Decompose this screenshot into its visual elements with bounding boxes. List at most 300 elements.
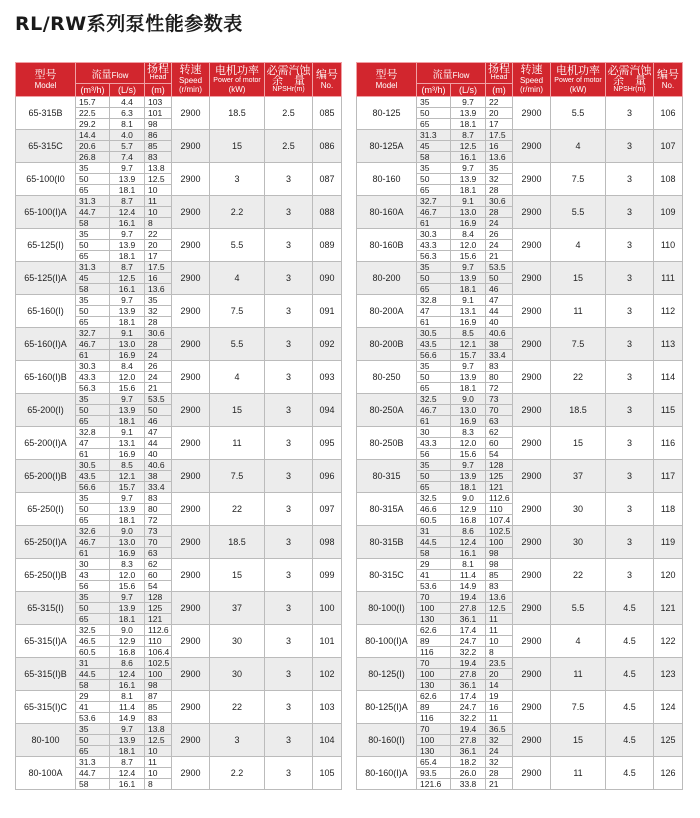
flow-m3h-cell: 46.7 — [417, 207, 451, 218]
flow-ls-cell: 12.0 — [110, 570, 145, 581]
power-cell: 7.5 — [210, 295, 265, 328]
flow-m3h-cell: 29 — [76, 691, 110, 702]
head-cell: 50 — [145, 405, 172, 416]
number-cell: 085 — [313, 97, 342, 130]
flow-ls-cell: 18.1 — [110, 746, 145, 757]
head-cell: 47 — [145, 427, 172, 438]
flow-ls-cell: 8.1 — [110, 119, 145, 130]
flow-m3h-cell: 45 — [417, 141, 451, 152]
flow-m3h-cell: 30 — [76, 559, 110, 570]
model-cell: 65-315(I)B — [16, 658, 76, 691]
speed-cell: 2900 — [172, 295, 210, 328]
flow-m3h-cell: 56.3 — [417, 251, 451, 262]
head-cell: 8 — [145, 779, 172, 790]
head-cell: 11 — [486, 614, 513, 625]
npsh-cell: 3 — [265, 460, 313, 493]
power-cell: 2.2 — [210, 757, 265, 790]
flow-ls-cell: 32.2 — [451, 713, 486, 724]
flow-m3h-cell: 65 — [417, 383, 451, 394]
flow-ls-cell: 24.7 — [451, 702, 486, 713]
flow-m3h-cell: 100 — [417, 669, 451, 680]
flow-ls-cell: 6.3 — [110, 108, 145, 119]
head-cell: 83 — [145, 152, 172, 163]
head-cell: 26 — [145, 361, 172, 372]
flow-m3h-cell: 130 — [417, 614, 451, 625]
speed-cell: 2900 — [172, 757, 210, 790]
flow-ls-cell: 16.9 — [451, 416, 486, 427]
head-cell: 40.6 — [145, 460, 172, 471]
flow-m3h-cell: 46.5 — [76, 636, 110, 647]
flow-m3h-cell: 43.5 — [76, 471, 110, 482]
npsh-cell: 3 — [606, 163, 654, 196]
head-cell: 11 — [145, 757, 172, 768]
flow-ls-cell: 8.3 — [451, 427, 486, 438]
number-cell: 088 — [313, 196, 342, 229]
table-row — [16, 262, 342, 273]
table-row — [16, 493, 342, 504]
flow-m3h-cell: 50 — [76, 405, 110, 416]
npsh-cell: 3 — [606, 493, 654, 526]
model-cell: 65-315(I) — [16, 592, 76, 625]
number-cell: 107 — [654, 130, 683, 163]
table-row — [357, 295, 683, 306]
flow-ls-cell: 9.7 — [451, 460, 486, 471]
flow-ls-cell: 8.4 — [110, 361, 145, 372]
speed-cell: 2900 — [172, 460, 210, 493]
head-cell: 16 — [486, 141, 513, 152]
npsh-cell: 4.5 — [606, 691, 654, 724]
flow-unit-ls: (L/s) — [110, 84, 145, 97]
npsh-cell: 3 — [606, 526, 654, 559]
head-cell: 10 — [145, 768, 172, 779]
table-row — [16, 130, 342, 141]
flow-ls-cell: 36.1 — [451, 680, 486, 691]
npsh-cell: 3 — [606, 97, 654, 130]
table-row — [16, 625, 342, 636]
flow-ls-cell: 11.4 — [451, 570, 486, 581]
speed-cell: 2900 — [513, 724, 551, 757]
head-cell: 85 — [145, 141, 172, 152]
head-cell: 60 — [145, 570, 172, 581]
flow-m3h-cell: 35 — [76, 493, 110, 504]
head-cell: 24 — [145, 350, 172, 361]
head-cell: 30.6 — [486, 196, 513, 207]
power-cell: 5.5 — [551, 196, 606, 229]
flow-ls-cell: 5.7 — [110, 141, 145, 152]
npsh-cell: 4.5 — [606, 625, 654, 658]
model-cell: 80-125A — [357, 130, 417, 163]
flow-ls-cell: 16.9 — [451, 218, 486, 229]
table-row — [16, 526, 342, 537]
model-cell: 65-200(I)B — [16, 460, 76, 493]
flow-ls-cell: 4.4 — [110, 97, 145, 108]
power-cell: 15 — [551, 724, 606, 757]
number-cell: 095 — [313, 427, 342, 460]
power-cell: 3 — [210, 163, 265, 196]
head-cell: 44 — [145, 438, 172, 449]
head-cell: 14 — [486, 680, 513, 691]
number-cell: 087 — [313, 163, 342, 196]
head-cell: 26 — [486, 229, 513, 240]
flow-ls-cell: 9.7 — [451, 361, 486, 372]
head-cell: 46 — [145, 416, 172, 427]
model-cell: 80-160B — [357, 229, 417, 262]
table-row — [16, 460, 342, 471]
power-cell: 22 — [551, 559, 606, 592]
flow-m3h-cell: 56.6 — [417, 350, 451, 361]
table-row — [16, 658, 342, 669]
flow-ls-cell: 8.3 — [110, 559, 145, 570]
speed-cell: 2900 — [172, 130, 210, 163]
model-cell: 65-250(I)A — [16, 526, 76, 559]
head-cell: 54 — [486, 449, 513, 460]
head-cell: 11 — [486, 625, 513, 636]
head-unit: (m) — [486, 84, 513, 97]
table-row — [357, 262, 683, 273]
head-cell: 38 — [145, 471, 172, 482]
model-cell: 65-315C — [16, 130, 76, 163]
table-row — [357, 394, 683, 405]
flow-ls-cell: 8.7 — [110, 757, 145, 768]
head-cell: 32 — [486, 757, 513, 768]
head-cell: 98 — [486, 559, 513, 570]
npsh-cell: 2.5 — [265, 97, 313, 130]
number-cell: 111 — [654, 262, 683, 295]
model-cell: 65-100(I0 — [16, 163, 76, 196]
model-cell: 80-100A — [16, 757, 76, 790]
speed-cell: 2900 — [172, 658, 210, 691]
number-cell: 112 — [654, 295, 683, 328]
npsh-cell: 3 — [265, 625, 313, 658]
flow-ls-cell: 9.7 — [110, 724, 145, 735]
power-cell: 2.2 — [210, 196, 265, 229]
speed-cell: 2900 — [172, 691, 210, 724]
head-cell: 46 — [486, 284, 513, 295]
flow-ls-cell: 12.5 — [451, 141, 486, 152]
number-cell: 090 — [313, 262, 342, 295]
speed-cell: 2900 — [172, 97, 210, 130]
flow-m3h-cell: 65 — [76, 515, 110, 526]
head-cell: 106.4 — [145, 647, 172, 658]
power-cell: 3 — [210, 724, 265, 757]
speed-cell: 2900 — [513, 196, 551, 229]
flow-header: 流量Flow — [76, 63, 145, 84]
flow-unit-ls: (L/s) — [451, 84, 486, 97]
flow-ls-cell: 18.1 — [110, 614, 145, 625]
flow-ls-cell: 12.1 — [451, 339, 486, 350]
head-cell: 44 — [486, 306, 513, 317]
power-cell: 11 — [210, 427, 265, 460]
flow-ls-cell: 16.1 — [110, 779, 145, 790]
flow-ls-cell: 19.4 — [451, 658, 486, 669]
table-row — [16, 592, 342, 603]
flow-ls-cell: 9.7 — [110, 229, 145, 240]
flow-m3h-cell: 62.6 — [417, 625, 451, 636]
flow-m3h-cell: 44.5 — [417, 537, 451, 548]
head-cell: 13.6 — [486, 152, 513, 163]
flow-m3h-cell: 56.6 — [76, 482, 110, 493]
head-cell: 33.4 — [486, 350, 513, 361]
flow-m3h-cell: 26.8 — [76, 152, 110, 163]
flow-ls-cell: 26.0 — [451, 768, 486, 779]
flow-m3h-cell: 65 — [76, 317, 110, 328]
power-cell: 4 — [210, 361, 265, 394]
head-cell: 100 — [145, 669, 172, 680]
flow-m3h-cell: 50 — [76, 504, 110, 515]
number-cell: 121 — [654, 592, 683, 625]
head-cell: 11 — [486, 713, 513, 724]
flow-ls-cell: 32.2 — [451, 647, 486, 658]
speed-cell: 2900 — [513, 526, 551, 559]
npsh-cell: 3 — [265, 361, 313, 394]
flow-ls-cell: 12.0 — [451, 240, 486, 251]
head-cell: 40.6 — [486, 328, 513, 339]
model-cell: 80-100 — [16, 724, 76, 757]
npsh-header: 必需汽蚀 余 量 NPSHr(m) — [606, 63, 654, 97]
model-cell: 80-160(I)A — [357, 757, 417, 790]
flow-m3h-cell: 31 — [76, 658, 110, 669]
flow-m3h-cell: 35 — [76, 229, 110, 240]
number-cell: 126 — [654, 757, 683, 790]
flow-ls-cell: 18.1 — [451, 482, 486, 493]
flow-ls-cell: 13.1 — [110, 438, 145, 449]
flow-m3h-cell: 35 — [76, 295, 110, 306]
flow-ls-cell: 12.4 — [110, 768, 145, 779]
flow-m3h-cell: 30.5 — [417, 328, 451, 339]
speed-cell: 2900 — [172, 361, 210, 394]
head-cell: 20 — [145, 240, 172, 251]
flow-ls-cell: 15.6 — [451, 449, 486, 460]
flow-ls-cell: 16.1 — [451, 152, 486, 163]
model-cell: 80-315B — [357, 526, 417, 559]
power-cell: 11 — [551, 658, 606, 691]
flow-m3h-cell: 44.5 — [76, 669, 110, 680]
table-row — [357, 658, 683, 669]
flow-m3h-cell: 47 — [76, 438, 110, 449]
flow-ls-cell: 14.9 — [451, 581, 486, 592]
power-header: 电机功率 Power of motor (kW) — [210, 63, 265, 97]
model-cell: 65-315B — [16, 97, 76, 130]
number-cell: 105 — [313, 757, 342, 790]
flow-ls-cell: 16.8 — [110, 647, 145, 658]
flow-m3h-cell: 31.3 — [76, 262, 110, 273]
flow-m3h-cell: 30.5 — [76, 460, 110, 471]
number-cell: 104 — [313, 724, 342, 757]
flow-ls-cell: 15.6 — [451, 251, 486, 262]
flow-ls-cell: 4.0 — [110, 130, 145, 141]
head-cell: 87 — [145, 691, 172, 702]
number-cell: 124 — [654, 691, 683, 724]
flow-m3h-cell: 32.8 — [417, 295, 451, 306]
model-cell: 80-125(I) — [357, 658, 417, 691]
number-cell: 122 — [654, 625, 683, 658]
flow-m3h-cell: 50 — [76, 240, 110, 251]
table-row — [357, 757, 683, 768]
table-row — [357, 328, 683, 339]
speed-cell: 2900 — [172, 724, 210, 757]
npsh-cell: 3 — [265, 394, 313, 427]
npsh-cell: 3 — [265, 262, 313, 295]
flow-m3h-cell: 31 — [417, 526, 451, 537]
flow-m3h-cell: 65 — [417, 119, 451, 130]
speed-cell: 2900 — [513, 130, 551, 163]
model-cell: 65-160(I)A — [16, 328, 76, 361]
flow-ls-cell: 19.4 — [451, 592, 486, 603]
flow-m3h-cell: 89 — [417, 702, 451, 713]
number-cell: 117 — [654, 460, 683, 493]
speed-cell: 2900 — [172, 559, 210, 592]
model-cell: 80-100(I)A — [357, 625, 417, 658]
head-cell: 16 — [145, 273, 172, 284]
flow-ls-cell: 33.8 — [451, 779, 486, 790]
model-cell: 65-200(I)A — [16, 427, 76, 460]
power-cell: 15 — [210, 559, 265, 592]
head-cell: 98 — [486, 548, 513, 559]
flow-ls-cell: 13.0 — [110, 339, 145, 350]
flow-m3h-cell: 89 — [417, 636, 451, 647]
head-cell: 112.6 — [486, 493, 513, 504]
flow-ls-cell: 13.0 — [110, 537, 145, 548]
head-cell: 22 — [486, 97, 513, 108]
flow-m3h-cell: 70 — [417, 724, 451, 735]
flow-ls-cell: 17.4 — [451, 625, 486, 636]
flow-ls-cell: 8.1 — [110, 691, 145, 702]
head-cell: 22 — [145, 229, 172, 240]
head-cell: 23.5 — [486, 658, 513, 669]
npsh-cell: 3 — [265, 427, 313, 460]
flow-m3h-cell: 56.3 — [76, 383, 110, 394]
flow-ls-cell: 7.4 — [110, 152, 145, 163]
flow-ls-cell: 12.0 — [110, 372, 145, 383]
flow-ls-cell: 12.4 — [110, 207, 145, 218]
table-row — [16, 559, 342, 570]
flow-m3h-cell: 61 — [76, 449, 110, 460]
number-cell: 119 — [654, 526, 683, 559]
table-row — [16, 295, 342, 306]
head-cell: 107.4 — [486, 515, 513, 526]
flow-ls-cell: 36.1 — [451, 614, 486, 625]
head-cell: 85 — [145, 702, 172, 713]
flow-ls-cell: 13.9 — [451, 372, 486, 383]
head-cell: 35 — [486, 163, 513, 174]
speed-cell: 2900 — [513, 328, 551, 361]
table-row — [357, 691, 683, 702]
flow-m3h-cell: 56 — [76, 581, 110, 592]
model-cell: 80-100(I) — [357, 592, 417, 625]
head-cell: 19 — [486, 691, 513, 702]
flow-ls-cell: 12.0 — [451, 438, 486, 449]
number-cell: 116 — [654, 427, 683, 460]
speed-cell: 2900 — [172, 262, 210, 295]
flow-m3h-cell: 43.3 — [417, 240, 451, 251]
flow-ls-cell: 18.1 — [451, 185, 486, 196]
power-cell: 5.5 — [210, 229, 265, 262]
speed-cell: 2900 — [172, 592, 210, 625]
flow-m3h-cell: 46.7 — [76, 339, 110, 350]
model-header: 型号 Model — [16, 63, 76, 97]
speed-cell: 2900 — [513, 361, 551, 394]
flow-m3h-cell: 32.5 — [417, 394, 451, 405]
table-row — [357, 592, 683, 603]
speed-cell: 2900 — [513, 427, 551, 460]
flow-m3h-cell: 50 — [417, 273, 451, 284]
number-header: 编号 No. — [654, 63, 683, 97]
flow-ls-cell: 13.9 — [451, 273, 486, 284]
number-cell: 120 — [654, 559, 683, 592]
speed-cell: 2900 — [172, 163, 210, 196]
flow-m3h-cell: 65 — [417, 284, 451, 295]
table-row — [16, 196, 342, 207]
flow-m3h-cell: 58 — [417, 548, 451, 559]
flow-m3h-cell: 35 — [76, 724, 110, 735]
number-cell: 094 — [313, 394, 342, 427]
number-cell: 110 — [654, 229, 683, 262]
table-row — [16, 724, 342, 735]
npsh-cell: 3 — [606, 559, 654, 592]
head-cell: 73 — [145, 526, 172, 537]
speed-header: 转速 Speed (r/min) — [513, 63, 551, 97]
flow-ls-cell: 13.0 — [451, 405, 486, 416]
number-cell: 100 — [313, 592, 342, 625]
flow-m3h-cell: 20.6 — [76, 141, 110, 152]
table-row — [357, 493, 683, 504]
table-row — [357, 427, 683, 438]
flow-m3h-cell: 35 — [76, 592, 110, 603]
table-row — [16, 757, 342, 768]
table-row — [357, 196, 683, 207]
head-cell: 100 — [486, 537, 513, 548]
speed-cell: 2900 — [172, 493, 210, 526]
flow-ls-cell: 27.8 — [451, 669, 486, 680]
head-cell: 128 — [486, 460, 513, 471]
head-cell: 73 — [486, 394, 513, 405]
flow-ls-cell: 19.4 — [451, 724, 486, 735]
head-cell: 12.5 — [145, 174, 172, 185]
flow-ls-cell: 8.6 — [451, 526, 486, 537]
flow-m3h-cell: 31.3 — [76, 196, 110, 207]
flow-ls-cell: 27.8 — [451, 603, 486, 614]
head-cell: 80 — [145, 504, 172, 515]
flow-m3h-cell: 41 — [76, 702, 110, 713]
model-cell: 80-125(I)A — [357, 691, 417, 724]
table-row — [16, 328, 342, 339]
head-header: 扬程 Head — [145, 63, 172, 84]
flow-m3h-cell: 50 — [76, 603, 110, 614]
flow-m3h-cell: 22.5 — [76, 108, 110, 119]
power-cell: 37 — [551, 460, 606, 493]
head-cell: 83 — [145, 713, 172, 724]
model-cell: 65-100(I)A — [16, 196, 76, 229]
npsh-cell: 3 — [606, 394, 654, 427]
speed-cell: 2900 — [513, 625, 551, 658]
flow-m3h-cell: 50 — [417, 471, 451, 482]
flow-m3h-cell: 130 — [417, 680, 451, 691]
head-cell: 36.5 — [486, 724, 513, 735]
flow-ls-cell: 16.9 — [451, 317, 486, 328]
power-cell: 4 — [551, 130, 606, 163]
head-cell: 24 — [486, 218, 513, 229]
flow-ls-cell: 8.4 — [451, 229, 486, 240]
model-cell: 65-160(I) — [16, 295, 76, 328]
pump-table-right — [356, 62, 683, 790]
number-cell: 089 — [313, 229, 342, 262]
power-cell: 18.5 — [210, 97, 265, 130]
flow-ls-cell: 13.9 — [451, 108, 486, 119]
table-row — [357, 559, 683, 570]
power-cell: 22 — [210, 493, 265, 526]
npsh-header: 必需汽蚀 余 量 NPSHr(m) — [265, 63, 313, 97]
flow-ls-cell: 13.9 — [110, 735, 145, 746]
